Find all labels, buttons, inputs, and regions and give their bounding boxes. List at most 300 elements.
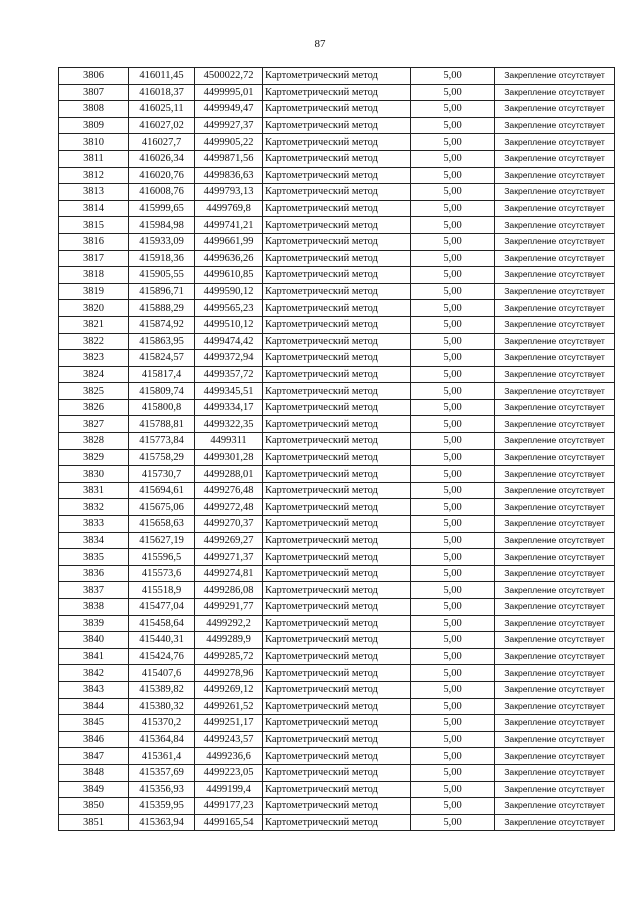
fixing-cell: Закрепление отсутствует (495, 549, 615, 566)
table-row (59, 68, 615, 85)
x-coordinate-cell: 416027,02 (129, 117, 195, 134)
method-cell: Картометрический метод (263, 267, 411, 284)
method-cell: Картометрический метод (263, 648, 411, 665)
fixing-cell: Закрепление отсутствует (495, 101, 615, 118)
table-row (59, 399, 615, 416)
point-number-cell: 3822 (59, 333, 129, 350)
point-number-cell: 3851 (59, 814, 129, 831)
y-coordinate-cell: 4499741,21 (195, 217, 263, 234)
x-coordinate-cell: 416026,34 (129, 150, 195, 167)
x-coordinate-cell: 415356,93 (129, 781, 195, 798)
accuracy-cell: 5,00 (411, 250, 495, 267)
point-number-cell: 3849 (59, 781, 129, 798)
method-cell: Картометрический метод (263, 399, 411, 416)
point-number-cell: 3847 (59, 748, 129, 765)
fixing-cell: Закрепление отсутствует (495, 333, 615, 350)
table-row (59, 333, 615, 350)
method-cell: Картометрический метод (263, 665, 411, 682)
x-coordinate-cell: 416025,11 (129, 101, 195, 118)
x-coordinate-cell: 415863,95 (129, 333, 195, 350)
y-coordinate-cell: 4499334,17 (195, 399, 263, 416)
method-cell: Картометрический метод (263, 101, 411, 118)
point-number-cell: 3828 (59, 433, 129, 450)
y-coordinate-cell: 4499474,42 (195, 333, 263, 350)
accuracy-cell: 5,00 (411, 267, 495, 284)
x-coordinate-cell: 415363,94 (129, 814, 195, 831)
table-row (59, 532, 615, 549)
fixing-cell: Закрепление отсутствует (495, 665, 615, 682)
y-coordinate-cell: 4499261,52 (195, 698, 263, 715)
fixing-cell: Закрепление отсутствует (495, 648, 615, 665)
method-cell: Картометрический метод (263, 416, 411, 433)
point-number-cell: 3839 (59, 615, 129, 632)
accuracy-cell: 5,00 (411, 200, 495, 217)
method-cell: Картометрический метод (263, 383, 411, 400)
fixing-cell: Закрепление отсутствует (495, 764, 615, 781)
accuracy-cell: 5,00 (411, 516, 495, 533)
point-number-cell: 3842 (59, 665, 129, 682)
method-cell: Картометрический метод (263, 698, 411, 715)
point-number-cell: 3831 (59, 482, 129, 499)
x-coordinate-cell: 415933,09 (129, 233, 195, 250)
method-cell: Картометрический метод (263, 748, 411, 765)
fixing-cell: Закрепление отсутствует (495, 814, 615, 831)
accuracy-cell: 5,00 (411, 632, 495, 649)
table-row (59, 748, 615, 765)
fixing-cell: Закрепление отсутствует (495, 482, 615, 499)
accuracy-cell: 5,00 (411, 150, 495, 167)
table-row (59, 698, 615, 715)
point-number-cell: 3838 (59, 599, 129, 616)
accuracy-cell: 5,00 (411, 167, 495, 184)
y-coordinate-cell: 4499278,96 (195, 665, 263, 682)
fixing-cell: Закрепление отсутствует (495, 582, 615, 599)
fixing-cell: Закрепление отсутствует (495, 781, 615, 798)
accuracy-cell: 5,00 (411, 715, 495, 732)
method-cell: Картометрический метод (263, 233, 411, 250)
method-cell: Картометрический метод (263, 516, 411, 533)
point-number-cell: 3806 (59, 68, 129, 85)
fixing-cell: Закрепление отсутствует (495, 366, 615, 383)
method-cell: Картометрический метод (263, 466, 411, 483)
y-coordinate-cell: 4499292,2 (195, 615, 263, 632)
y-coordinate-cell: 4499199,4 (195, 781, 263, 798)
accuracy-cell: 5,00 (411, 532, 495, 549)
table-row (59, 565, 615, 582)
table-row (59, 715, 615, 732)
x-coordinate-cell: 415824,57 (129, 350, 195, 367)
table-row (59, 383, 615, 400)
x-coordinate-cell: 415477,04 (129, 599, 195, 616)
fixing-cell: Закрепление отсутствует (495, 117, 615, 134)
method-cell: Картометрический метод (263, 333, 411, 350)
y-coordinate-cell: 4499927,37 (195, 117, 263, 134)
point-number-cell: 3815 (59, 217, 129, 234)
y-coordinate-cell: 4499372,94 (195, 350, 263, 367)
y-coordinate-cell: 4499357,72 (195, 366, 263, 383)
method-cell: Картометрический метод (263, 250, 411, 267)
method-cell: Картометрический метод (263, 449, 411, 466)
fixing-cell: Закрепление отсутствует (495, 84, 615, 101)
y-coordinate-cell: 4499871,56 (195, 150, 263, 167)
fixing-cell: Закрепление отсутствует (495, 748, 615, 765)
table-row (59, 731, 615, 748)
x-coordinate-cell: 416027,7 (129, 134, 195, 151)
y-coordinate-cell: 4499636,26 (195, 250, 263, 267)
x-coordinate-cell: 415596,5 (129, 549, 195, 566)
y-coordinate-cell: 4499288,01 (195, 466, 263, 483)
method-cell: Картометрический метод (263, 433, 411, 450)
fixing-cell: Закрепление отсутствует (495, 167, 615, 184)
accuracy-cell: 5,00 (411, 233, 495, 250)
point-number-cell: 3811 (59, 150, 129, 167)
y-coordinate-cell: 4499269,12 (195, 681, 263, 698)
fixing-cell: Закрепление отсутствует (495, 383, 615, 400)
x-coordinate-cell: 415458,64 (129, 615, 195, 632)
fixing-cell: Закрепление отсутствует (495, 233, 615, 250)
accuracy-cell: 5,00 (411, 101, 495, 118)
x-coordinate-cell: 415389,82 (129, 681, 195, 698)
method-cell: Картометрический метод (263, 681, 411, 698)
x-coordinate-cell: 415370,2 (129, 715, 195, 732)
table-row (59, 632, 615, 649)
y-coordinate-cell: 4499272,48 (195, 499, 263, 516)
point-number-cell: 3840 (59, 632, 129, 649)
fixing-cell: Закрепление отсутствует (495, 499, 615, 516)
accuracy-cell: 5,00 (411, 217, 495, 234)
x-coordinate-cell: 415675,06 (129, 499, 195, 516)
point-number-cell: 3837 (59, 582, 129, 599)
accuracy-cell: 5,00 (411, 565, 495, 582)
fixing-cell: Закрепление отсутствует (495, 565, 615, 582)
table-row (59, 482, 615, 499)
fixing-cell: Закрепление отсутствует (495, 798, 615, 815)
method-cell: Картометрический метод (263, 150, 411, 167)
table-row (59, 814, 615, 831)
point-number-cell: 3843 (59, 681, 129, 698)
accuracy-cell: 5,00 (411, 300, 495, 317)
accuracy-cell: 5,00 (411, 781, 495, 798)
table-row (59, 599, 615, 616)
accuracy-cell: 5,00 (411, 184, 495, 201)
y-coordinate-cell: 4499291,77 (195, 599, 263, 616)
fixing-cell: Закрепление отсутствует (495, 698, 615, 715)
y-coordinate-cell: 4499274,81 (195, 565, 263, 582)
accuracy-cell: 5,00 (411, 366, 495, 383)
point-number-cell: 3836 (59, 565, 129, 582)
table-row (59, 648, 615, 665)
method-cell: Картометрический метод (263, 764, 411, 781)
point-number-cell: 3816 (59, 233, 129, 250)
table-row (59, 764, 615, 781)
point-number-cell: 3814 (59, 200, 129, 217)
fixing-cell: Закрепление отсутствует (495, 134, 615, 151)
point-number-cell: 3834 (59, 532, 129, 549)
accuracy-cell: 5,00 (411, 466, 495, 483)
fixing-cell: Закрепление отсутствует (495, 449, 615, 466)
table-row (59, 316, 615, 333)
table-row (59, 466, 615, 483)
y-coordinate-cell: 4499276,48 (195, 482, 263, 499)
accuracy-cell: 5,00 (411, 333, 495, 350)
accuracy-cell: 5,00 (411, 665, 495, 682)
point-number-cell: 3848 (59, 764, 129, 781)
method-cell: Картометрический метод (263, 731, 411, 748)
y-coordinate-cell: 4499223,05 (195, 764, 263, 781)
table-row (59, 350, 615, 367)
table-row (59, 615, 615, 632)
accuracy-cell: 5,00 (411, 117, 495, 134)
y-coordinate-cell: 4499949,47 (195, 101, 263, 118)
y-coordinate-cell: 4499793,13 (195, 184, 263, 201)
table-row (59, 84, 615, 101)
table-row (59, 184, 615, 201)
point-number-cell: 3846 (59, 731, 129, 748)
table-row (59, 233, 615, 250)
point-number-cell: 3819 (59, 283, 129, 300)
table-row (59, 167, 615, 184)
table-row (59, 250, 615, 267)
point-number-cell: 3809 (59, 117, 129, 134)
table-row (59, 134, 615, 151)
accuracy-cell: 5,00 (411, 84, 495, 101)
x-coordinate-cell: 415896,71 (129, 283, 195, 300)
method-cell: Картометрический метод (263, 599, 411, 616)
x-coordinate-cell: 416011,45 (129, 68, 195, 85)
method-cell: Картометрический метод (263, 167, 411, 184)
accuracy-cell: 5,00 (411, 798, 495, 815)
table-row (59, 549, 615, 566)
fixing-cell: Закрепление отсутствует (495, 681, 615, 698)
fixing-cell: Закрепление отсутствует (495, 466, 615, 483)
point-number-cell: 3813 (59, 184, 129, 201)
y-coordinate-cell: 4499836,63 (195, 167, 263, 184)
method-cell: Картометрический метод (263, 134, 411, 151)
fixing-cell: Закрепление отсутствует (495, 300, 615, 317)
point-number-cell: 3812 (59, 167, 129, 184)
coordinates-table-body (59, 68, 615, 831)
x-coordinate-cell: 415888,29 (129, 300, 195, 317)
method-cell: Картометрический метод (263, 300, 411, 317)
x-coordinate-cell: 415730,7 (129, 466, 195, 483)
point-number-cell: 3820 (59, 300, 129, 317)
fixing-cell: Закрепление отсутствует (495, 200, 615, 217)
y-coordinate-cell: 4499285,72 (195, 648, 263, 665)
method-cell: Картометрический метод (263, 549, 411, 566)
y-coordinate-cell: 4499236,6 (195, 748, 263, 765)
x-coordinate-cell: 415361,4 (129, 748, 195, 765)
y-coordinate-cell: 4499590,12 (195, 283, 263, 300)
x-coordinate-cell: 415627,19 (129, 532, 195, 549)
y-coordinate-cell: 4499165,54 (195, 814, 263, 831)
y-coordinate-cell: 4500022,72 (195, 68, 263, 85)
point-number-cell: 3824 (59, 366, 129, 383)
fixing-cell: Закрепление отсутствует (495, 433, 615, 450)
method-cell: Картометрический метод (263, 68, 411, 85)
y-coordinate-cell: 4499311 (195, 433, 263, 450)
table-row (59, 283, 615, 300)
method-cell: Картометрический метод (263, 632, 411, 649)
accuracy-cell: 5,00 (411, 433, 495, 450)
method-cell: Картометрический метод (263, 482, 411, 499)
y-coordinate-cell: 4499271,37 (195, 549, 263, 566)
table-row (59, 433, 615, 450)
point-number-cell: 3826 (59, 399, 129, 416)
x-coordinate-cell: 415773,84 (129, 433, 195, 450)
accuracy-cell: 5,00 (411, 731, 495, 748)
table-row (59, 200, 615, 217)
x-coordinate-cell: 415658,63 (129, 516, 195, 533)
table-row (59, 267, 615, 284)
fixing-cell: Закрепление отсутствует (495, 399, 615, 416)
accuracy-cell: 5,00 (411, 648, 495, 665)
method-cell: Картометрический метод (263, 84, 411, 101)
point-number-cell: 3845 (59, 715, 129, 732)
point-number-cell: 3808 (59, 101, 129, 118)
point-number-cell: 3832 (59, 499, 129, 516)
accuracy-cell: 5,00 (411, 698, 495, 715)
table-row (59, 449, 615, 466)
x-coordinate-cell: 415905,55 (129, 267, 195, 284)
table-row (59, 150, 615, 167)
method-cell: Картометрический метод (263, 117, 411, 134)
y-coordinate-cell: 4499345,51 (195, 383, 263, 400)
y-coordinate-cell: 4499510,12 (195, 316, 263, 333)
method-cell: Картометрический метод (263, 565, 411, 582)
method-cell: Картометрический метод (263, 316, 411, 333)
y-coordinate-cell: 4499661,99 (195, 233, 263, 250)
method-cell: Картометрический метод (263, 715, 411, 732)
x-coordinate-cell: 415809,74 (129, 383, 195, 400)
table-row (59, 117, 615, 134)
method-cell: Картометрический метод (263, 200, 411, 217)
y-coordinate-cell: 4499301,28 (195, 449, 263, 466)
point-number-cell: 3850 (59, 798, 129, 815)
point-number-cell: 3833 (59, 516, 129, 533)
x-coordinate-cell: 415364,84 (129, 731, 195, 748)
y-coordinate-cell: 4499322,35 (195, 416, 263, 433)
accuracy-cell: 5,00 (411, 582, 495, 599)
point-number-cell: 3810 (59, 134, 129, 151)
accuracy-cell: 5,00 (411, 68, 495, 85)
point-number-cell: 3818 (59, 267, 129, 284)
page-number: 87 (314, 38, 326, 50)
point-number-cell: 3807 (59, 84, 129, 101)
fixing-cell: Закрепление отсутствует (495, 316, 615, 333)
coordinates-table (58, 67, 615, 831)
accuracy-cell: 5,00 (411, 599, 495, 616)
table-row (59, 516, 615, 533)
accuracy-cell: 5,00 (411, 416, 495, 433)
fixing-cell: Закрепление отсутствует (495, 416, 615, 433)
point-number-cell: 3827 (59, 416, 129, 433)
method-cell: Картометрический метод (263, 283, 411, 300)
accuracy-cell: 5,00 (411, 316, 495, 333)
table-row (59, 416, 615, 433)
y-coordinate-cell: 4499286,08 (195, 582, 263, 599)
x-coordinate-cell: 415380,32 (129, 698, 195, 715)
y-coordinate-cell: 4499269,27 (195, 532, 263, 549)
point-number-cell: 3821 (59, 316, 129, 333)
y-coordinate-cell: 4499995,01 (195, 84, 263, 101)
y-coordinate-cell: 4499769,8 (195, 200, 263, 217)
point-number-cell: 3817 (59, 250, 129, 267)
y-coordinate-cell: 4499289,9 (195, 632, 263, 649)
fixing-cell: Закрепление отсутствует (495, 250, 615, 267)
point-number-cell: 3835 (59, 549, 129, 566)
x-coordinate-cell: 415407,6 (129, 665, 195, 682)
x-coordinate-cell: 415573,6 (129, 565, 195, 582)
table-row (59, 366, 615, 383)
fixing-cell: Закрепление отсутствует (495, 217, 615, 234)
x-coordinate-cell: 415694,61 (129, 482, 195, 499)
point-number-cell: 3829 (59, 449, 129, 466)
fixing-cell: Закрепление отсутствует (495, 632, 615, 649)
x-coordinate-cell: 415359,95 (129, 798, 195, 815)
x-coordinate-cell: 416018,37 (129, 84, 195, 101)
method-cell: Картометрический метод (263, 532, 411, 549)
table-row (59, 781, 615, 798)
table-row (59, 499, 615, 516)
x-coordinate-cell: 415518,9 (129, 582, 195, 599)
table-row (59, 665, 615, 682)
table-row (59, 217, 615, 234)
fixing-cell: Закрепление отсутствует (495, 267, 615, 284)
method-cell: Картометрический метод (263, 217, 411, 234)
accuracy-cell: 5,00 (411, 383, 495, 400)
x-coordinate-cell: 415788,81 (129, 416, 195, 433)
accuracy-cell: 5,00 (411, 615, 495, 632)
table-row (59, 798, 615, 815)
y-coordinate-cell: 4499610,85 (195, 267, 263, 284)
table-row (59, 582, 615, 599)
accuracy-cell: 5,00 (411, 549, 495, 566)
x-coordinate-cell: 415999,65 (129, 200, 195, 217)
accuracy-cell: 5,00 (411, 814, 495, 831)
fixing-cell: Закрепление отсутствует (495, 715, 615, 732)
x-coordinate-cell: 416020,76 (129, 167, 195, 184)
accuracy-cell: 5,00 (411, 499, 495, 516)
point-number-cell: 3823 (59, 350, 129, 367)
fixing-cell: Закрепление отсутствует (495, 350, 615, 367)
fixing-cell: Закрепление отсутствует (495, 615, 615, 632)
fixing-cell: Закрепление отсутствует (495, 283, 615, 300)
method-cell: Картометрический метод (263, 184, 411, 201)
point-number-cell: 3841 (59, 648, 129, 665)
x-coordinate-cell: 415984,98 (129, 217, 195, 234)
y-coordinate-cell: 4499243,57 (195, 731, 263, 748)
accuracy-cell: 5,00 (411, 482, 495, 499)
method-cell: Картометрический метод (263, 366, 411, 383)
y-coordinate-cell: 4499177,23 (195, 798, 263, 815)
fixing-cell: Закрепление отсутствует (495, 599, 615, 616)
x-coordinate-cell: 415874,92 (129, 316, 195, 333)
x-coordinate-cell: 415817,4 (129, 366, 195, 383)
fixing-cell: Закрепление отсутствует (495, 532, 615, 549)
fixing-cell: Закрепление отсутствует (495, 731, 615, 748)
x-coordinate-cell: 415357,69 (129, 764, 195, 781)
method-cell: Картометрический метод (263, 499, 411, 516)
table-row (59, 101, 615, 118)
method-cell: Картометрический метод (263, 781, 411, 798)
x-coordinate-cell: 415424,76 (129, 648, 195, 665)
x-coordinate-cell: 415758,29 (129, 449, 195, 466)
y-coordinate-cell: 4499270,37 (195, 516, 263, 533)
point-number-cell: 3825 (59, 383, 129, 400)
point-number-cell: 3830 (59, 466, 129, 483)
accuracy-cell: 5,00 (411, 748, 495, 765)
method-cell: Картометрический метод (263, 798, 411, 815)
